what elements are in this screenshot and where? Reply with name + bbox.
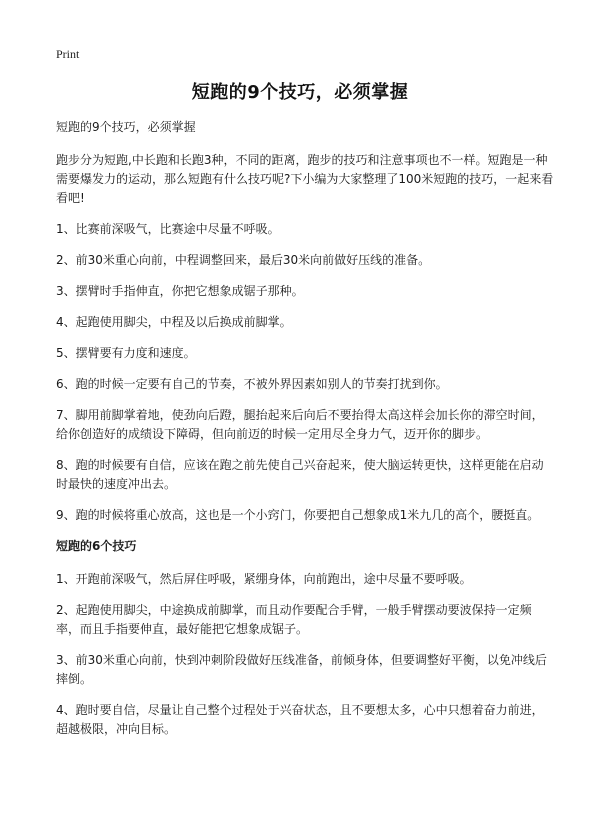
tip-item-1: 1、比赛前深吸气，比赛途中尽量不呼吸。 xyxy=(56,222,280,236)
tip-item-3: 3、摆臂时手指伸直，你把它想象成锯子那种。 xyxy=(56,284,304,298)
section2-item-3: 3、前30米重心向前，快到冲刺阶段做好压线准备，前倾身体，但要调整好平衡，以免冲线后摔倒。 xyxy=(56,653,547,686)
tip-item-6: 6、跑的时候一定要有自己的节奏，不被外界因素如别人的节奏打扰到你。 xyxy=(56,377,448,391)
tip-item-5: 5、摆臂要有力度和速度。 xyxy=(56,346,196,360)
tip-item-9: 9、跑的时候将重心放高，这也是一个小窍门，你要把自己想象成1米九几的高个，腰挺直。 xyxy=(56,508,540,522)
article-subtitle: 短跑的9个技巧，必须掌握 xyxy=(56,120,196,134)
intro-paragraph: 跑步分为短跑,中长跑和长跑3种，不同的距离，跑步的技巧和注意事项也不一样。短跑是一种需要爆发力的运动，那么短跑有什么技巧呢?下小编为大家整理了100米短跑的技巧，一起来看看吧! xyxy=(56,153,554,205)
tip-item-4: 4、起跑使用脚尖，中程及以后换成前脚掌。 xyxy=(56,315,292,329)
tip-item-8: 8、跑的时候要有自信，应该在跑之前先使自己兴奋起来，使大脑运转更快，这样更能在启动时最快的速度冲出去。 xyxy=(56,458,544,491)
article-body xyxy=(56,118,554,751)
section2-item-2: 2、起跑使用脚尖，中途换成前脚掌，而且动作要配合手臂，一般手臂摆动要波保持一定频率，而且手指要伸直，最好能把它想象成锯子。 xyxy=(56,603,532,636)
section2-item-4: 4、跑时要自信，尽量让自己整个过程处于兴奋状态，且不要想太多，心中只想着奋力前进，超越极限，冲向目标。 xyxy=(56,703,544,736)
print-label: Print xyxy=(56,47,80,61)
section-heading: 短跑的6个技巧 xyxy=(56,539,137,553)
page-title: 短跑的9个技巧，必须掌握 xyxy=(191,82,409,103)
section2-item-1: 1、开跑前深吸气，然后屏住呼吸，紧绷身体，向前跑出，途中尽量不要呼吸。 xyxy=(56,572,472,586)
tip-item-7: 7、脚用前脚掌着地，使劲向后蹬，腿抬起来后向后不要抬得太高这样会加长你的滞空时间，给你创造好的成绩设下障碍，但向前迈的时候一定用尽全身力气，迈开你的脚步。 xyxy=(56,408,544,441)
tip-item-2: 2、前30米重心向前，中程调整回来，最后30米向前做好压线的准备。 xyxy=(56,253,431,267)
